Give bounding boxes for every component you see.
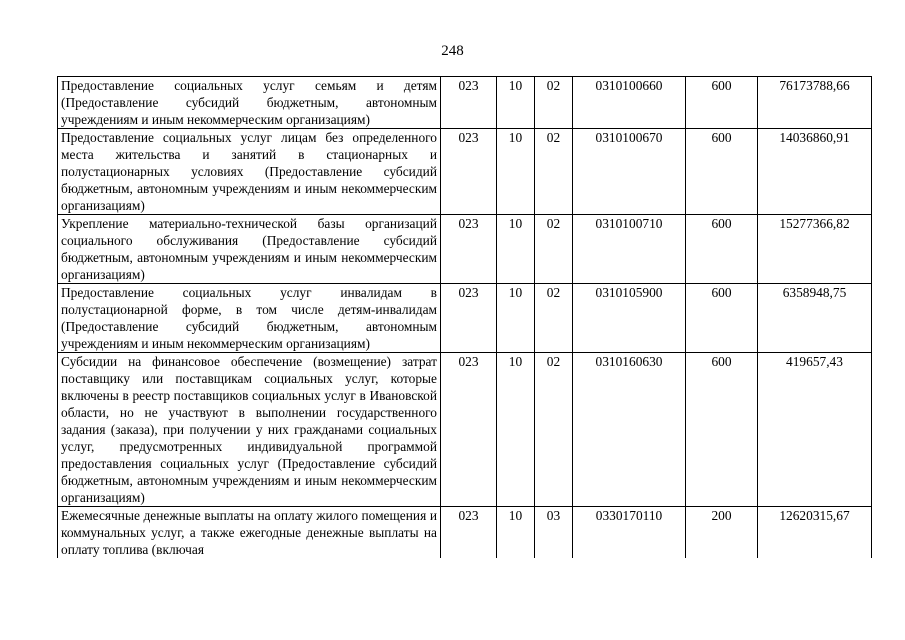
amount-value: 15277366,82 — [758, 215, 872, 284]
subsection-code: 02 — [535, 284, 573, 353]
target-article-code: 0310105900 — [573, 284, 686, 353]
ministry-code: 023 — [441, 215, 497, 284]
expense-type-code: 600 — [686, 215, 758, 284]
section-code: 10 — [497, 215, 535, 284]
row-description: Предоставление социальных услуг инвалидам в полустационарной форме, в том числе детям-инвалидам (Предоставление субсидий бюджетным, автономным учреждениям и иным некоммерческим организациям) — [58, 284, 441, 353]
ministry-code: 023 — [441, 129, 497, 215]
subsection-code: 03 — [535, 507, 573, 559]
table-row — [58, 353, 872, 507]
amount-value: 419657,43 — [758, 353, 872, 507]
ministry-code: 023 — [441, 353, 497, 507]
budget-table-body — [58, 77, 872, 559]
ministry-code: 023 — [441, 77, 497, 129]
expense-type-code: 600 — [686, 77, 758, 129]
table-row — [58, 215, 872, 284]
row-description: Укрепление материально-технической базы организаций социального обслуживания (Предоставление субсидий бюджетным, автономным учреждениям и иным некоммерческим организациям) — [58, 215, 441, 284]
budget-table — [57, 76, 872, 558]
amount-value: 6358948,75 — [758, 284, 872, 353]
section-code: 10 — [497, 284, 535, 353]
section-code: 10 — [497, 77, 535, 129]
expense-type-code: 200 — [686, 507, 758, 559]
amount-value: 12620315,67 — [758, 507, 872, 559]
target-article-code: 0310100710 — [573, 215, 686, 284]
row-description: Субсидии на финансовое обеспечение (возмещение) затрат поставщику или поставщикам социальных услуг, которые включены в реестр поставщиков социальных услуг в Ивановской области, но не участвуют в выполнении государственного задания (заказа), при получении у них гражданами социальных услуг, предусмотренных индивидуальной программой предоставления социальных услуг (Предоставление субсидий бюджетным, автономным учреждениям и иным некоммерческим организациям) — [58, 353, 441, 507]
target-article-code: 0310160630 — [573, 353, 686, 507]
amount-value: 76173788,66 — [758, 77, 872, 129]
expense-type-code: 600 — [686, 353, 758, 507]
target-article-code: 0330170110 — [573, 507, 686, 559]
subsection-code: 02 — [535, 129, 573, 215]
page-number: 248 — [441, 43, 464, 59]
section-code: 10 — [497, 507, 535, 559]
subsection-code: 02 — [535, 77, 573, 129]
row-description: Ежемесячные денежные выплаты на оплату жилого помещения и коммунальных услуг, а также ежегодные денежные выплаты на оплату топлива (включая — [58, 507, 441, 559]
row-description: Предоставление социальных услуг семьям и детям (Предоставление субсидий бюджетным, автономным учреждениям и иным некоммерческим организациям) — [58, 77, 441, 129]
subsection-code: 02 — [535, 353, 573, 507]
table-row — [58, 129, 872, 215]
target-article-code: 0310100660 — [573, 77, 686, 129]
subsection-code: 02 — [535, 215, 573, 284]
target-article-code: 0310100670 — [573, 129, 686, 215]
row-description: Предоставление социальных услуг лицам без определенного места жительства и занятий в стационарных и полустационарных условиях (Предоставление субсидий бюджетным, автономным учреждениям и иным некоммерческим организациям) — [58, 129, 441, 215]
table-row — [58, 507, 872, 559]
section-code: 10 — [497, 129, 535, 215]
table-row — [58, 77, 872, 129]
amount-value: 14036860,91 — [758, 129, 872, 215]
expense-type-code: 600 — [686, 284, 758, 353]
section-code: 10 — [497, 353, 535, 507]
expense-type-code: 600 — [686, 129, 758, 215]
ministry-code: 023 — [441, 507, 497, 559]
table-row — [58, 284, 872, 353]
ministry-code: 023 — [441, 284, 497, 353]
